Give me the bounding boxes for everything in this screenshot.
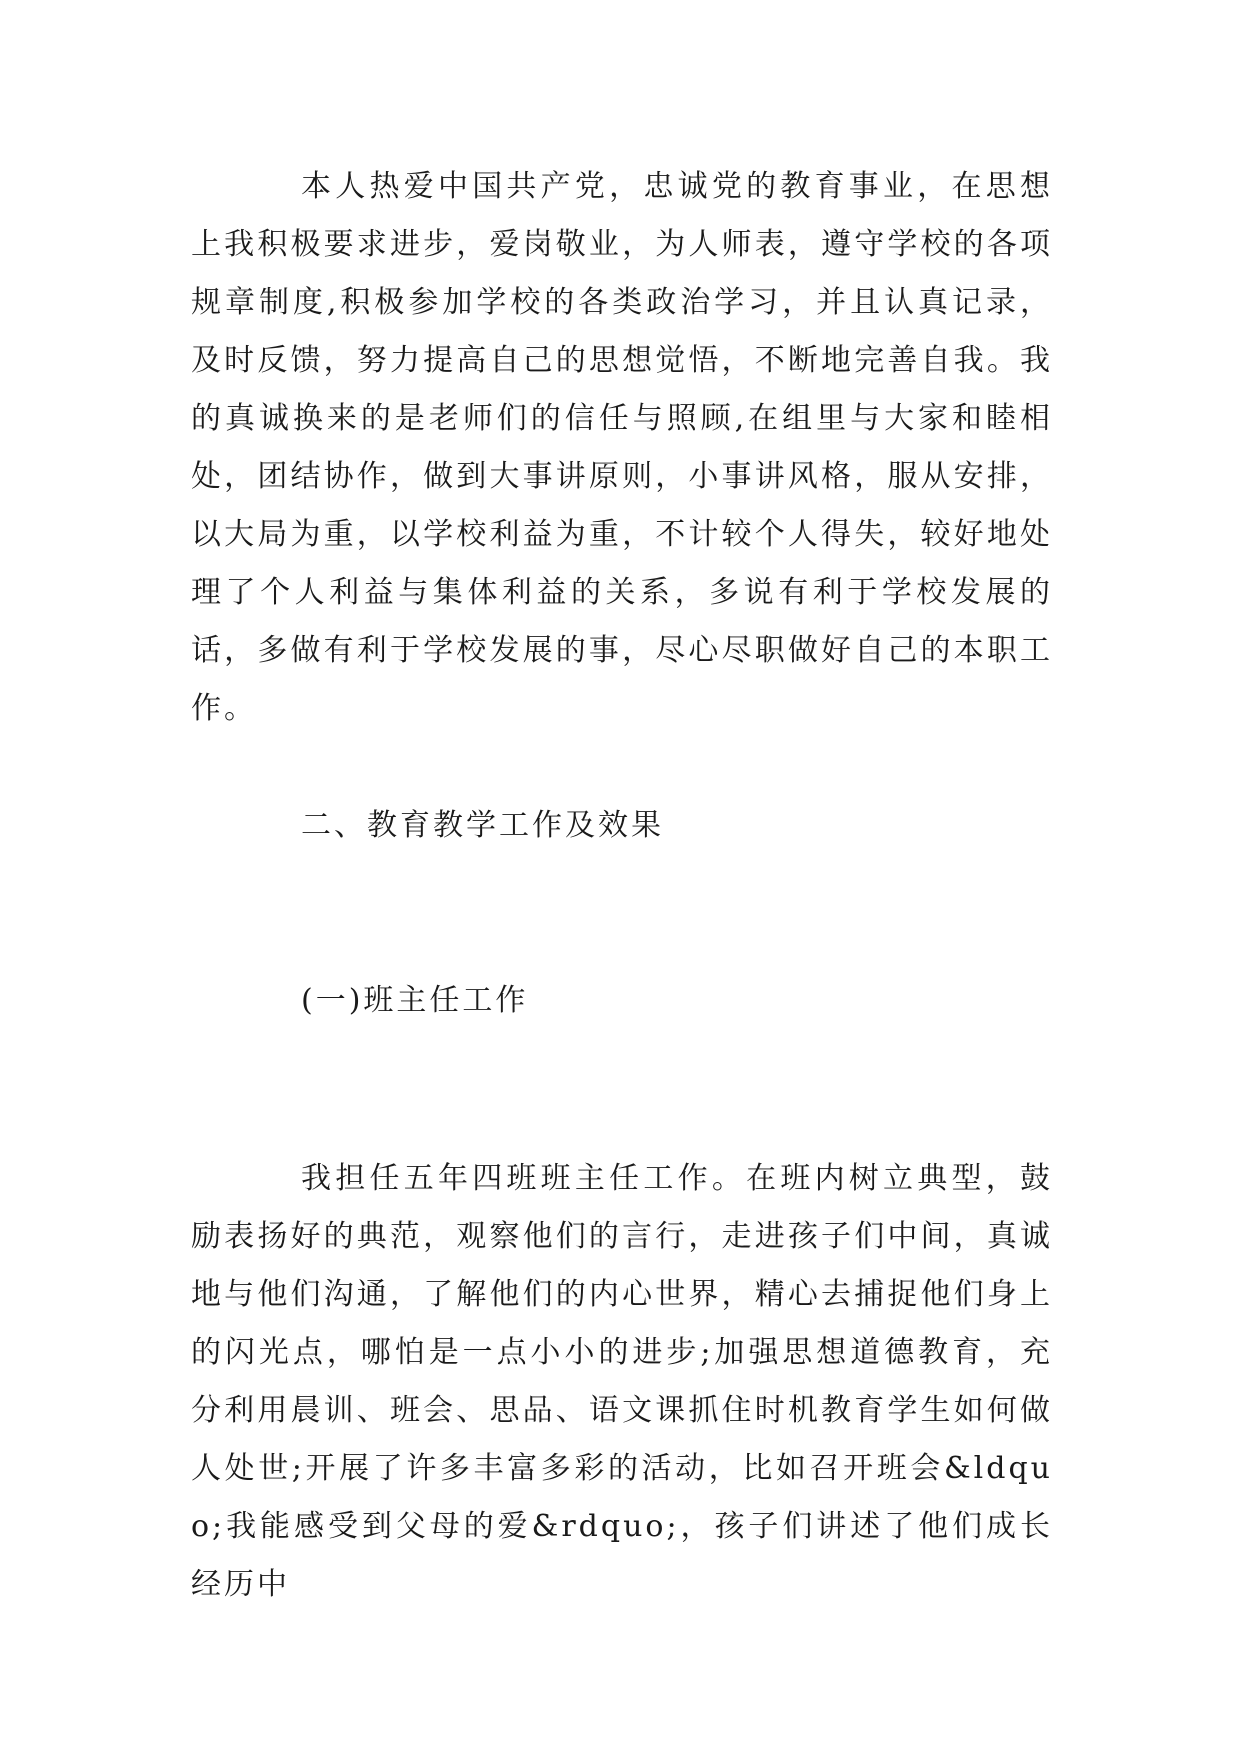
subsection-heading: (一)班主任工作 xyxy=(301,983,529,1018)
paragraph-text: 我担任五年四班班主任工作。在班内树立典型，鼓励表扬好的典范，观察他们的言行，走进孩子们中间，真诚地与他们沟通，了解他们的内心世界，精心去捕捉他们身上的闪光点，哪怕是一点小小的进步;加强思想道德教育，充分利用晨训、班会、思品、语文课抓住时机教育学生如何做人处世;开展了许多丰富多彩的活动，比如召开班会&ldquo;我能感受到父母的爱&rdquo;，孩子们讲述了他们成长经历中 xyxy=(191,1161,1053,1602)
body-paragraph xyxy=(191,1150,1053,1614)
paragraph-text: 本人热爱中国共产党，忠诚党的教育事业，在思想上我积极要求进步，爱岗敬业，为人师表，遵守学校的各项规章制度,积极参加学校的各类政治学习，并且认真记录，及时反馈，努力提高自己的思想觉悟，不断地完善自我。我的真诚换来的是老师们的信任与照顾,在组里与大家和睦相处，团结协作，做到大事讲原则，小事讲风格，服从安排，以大局为重，以学校利益为重，不计较个人得失，较好地处理了个人利益与集体利益的关系，多说有利于学校发展的话，多做有利于学校发展的事，尽心尽职做好自己的本职工作。 xyxy=(191,169,1053,726)
section-heading: 二、教育教学工作及效果 xyxy=(301,808,664,843)
body-paragraph xyxy=(191,158,1053,738)
